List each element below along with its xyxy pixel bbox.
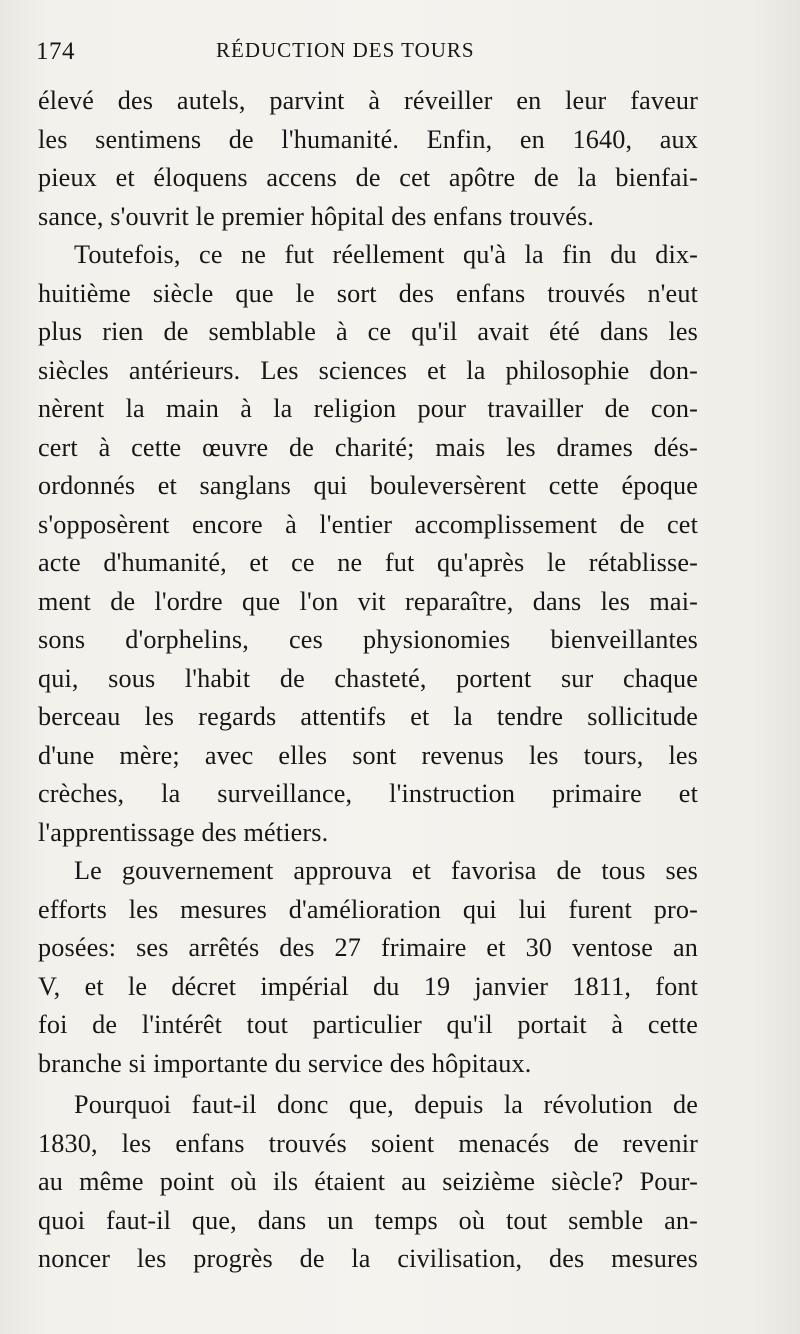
text-line: qui, sous l'habit de chasteté, portent sur chaque	[38, 663, 698, 693]
text-line: au même point où ils étaient au seizième siècle? Pour-	[38, 1167, 698, 1196]
text-line: acte d'humanité, et ce ne fut qu'après le rétablisse-	[38, 548, 698, 577]
text-line: noncer les progrès de la civilisation, des mesures	[38, 1244, 698, 1273]
paragraph-start-line: Le gouvernement approuva et favorisa de tous ses	[74, 856, 698, 885]
text-line: crèches, la surveillance, l'instruction primaire et	[38, 779, 698, 808]
text-line: huitième siècle que le sort des enfans trouvés n'eut	[38, 278, 698, 308]
text-line: 1830, les enfans trouvés soient menacés de revenir	[38, 1128, 698, 1158]
text-line: siècles antérieurs. Les sciences et la philosophie don-	[38, 355, 698, 385]
text-line: les sentimens de l'humanité. Enfin, en 1640, aux	[38, 124, 698, 154]
text-line: plus rien de semblable à ce qu'il avait été dans les	[38, 317, 698, 346]
page-number: 174	[36, 38, 75, 65]
text-line: nèrent la main à la religion pour travailler de con-	[38, 394, 698, 423]
paragraph-start-line: Toutefois, ce ne fut réellement qu'à la fin du dix-	[74, 240, 698, 269]
text-line: efforts les mesures d'amélioration qui lui furent pro-	[38, 894, 698, 924]
running-head: RÉDUCTION DES TOURS	[216, 38, 475, 62]
paragraph-start-line: Pourquoi faut-il donc que, depuis la révolution de	[74, 1090, 698, 1119]
text-line: s'opposèrent encore à l'entier accomplissement de cet	[38, 509, 698, 539]
text-line: ordonnés et sanglans qui bouleversèrent cette époque	[38, 471, 698, 500]
page-header	[36, 38, 766, 72]
text-line: V, et le décret impérial du 19 janvier 1811, font	[38, 971, 698, 1001]
text-line: d'une mère; avec elles sont revenus les tours, les	[38, 740, 698, 770]
text-line: l'apprentissage des métiers.	[38, 817, 329, 847]
text-line: posées: ses arrêtés des 27 frimaire et 30 ventose an	[38, 933, 698, 962]
text-line: quoi faut-il que, dans un temps où tout semble an-	[38, 1205, 698, 1235]
text-line: pieux et éloquens accens de cet apôtre de la bienfai-	[38, 163, 698, 192]
text-line: ment de l'ordre que l'on vit reparaître, dans les mai-	[38, 586, 698, 616]
text-line: foi de l'intérêt tout particulier qu'il portait à cette	[38, 1010, 698, 1039]
text-line: branche si importante du service des hôpitaux.	[38, 1048, 532, 1078]
text-line: sance, s'ouvrit le premier hôpital des enfans trouvés.	[38, 201, 595, 231]
body-text	[38, 82, 698, 1279]
text-line: berceau les regards attentifs et la tendre sollicitude	[38, 702, 698, 731]
text-line: cert à cette œuvre de charité; mais les drames dés-	[38, 432, 698, 462]
text-line: sons d'orphelins, ces physionomies bienveillantes	[38, 625, 698, 654]
text-line: élevé des autels, parvint à réveiller en leur faveur	[38, 86, 698, 115]
